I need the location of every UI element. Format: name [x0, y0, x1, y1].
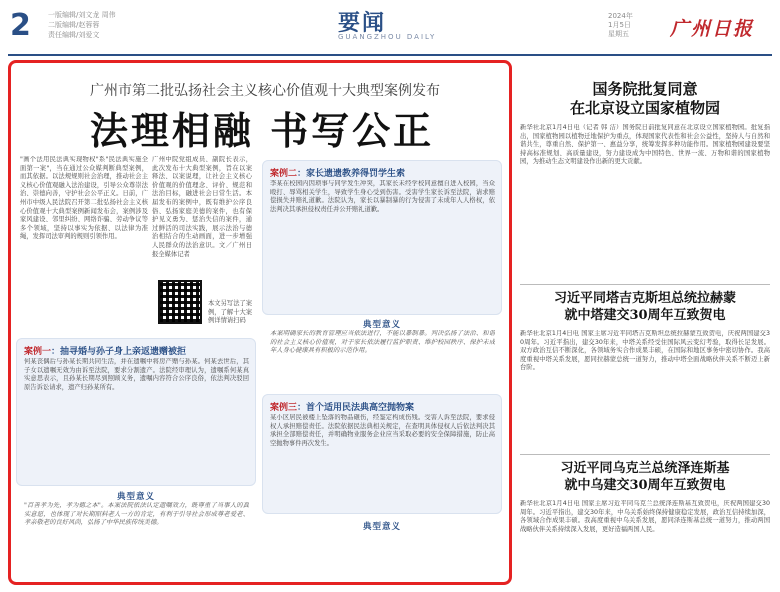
case2-commentary-tag: 典型意义 — [362, 320, 401, 330]
case1-commentary: "百善孝为先，孝为德之本"。本案法院依法认定遗嘱效力，既尊重了当事人的真实意愿，也体现了对长期照料老人一方的肯定，有利于引导社会形成尊老爱老、孝亲敬老的良好风尚，弘扬了中华民族传统美德。 — [24, 502, 249, 527]
edition-line: 1月5日 — [608, 21, 631, 29]
edition-info — [608, 12, 668, 39]
page-number: 2 — [10, 8, 31, 43]
edition-line: 星期五 — [608, 30, 629, 38]
editor-line: 责任编辑/刘爱文 — [48, 31, 100, 39]
case1-commentary-tag: 典型意义 — [116, 492, 155, 502]
masthead-rule — [8, 54, 772, 56]
newspaper-logo: 广州日报 — [670, 18, 755, 40]
qr-caption: 本文另写法了案例，了解十大案例详情请扫码 — [208, 300, 253, 325]
story3-text: 新华社北京1月4日电 国家主席习近平同乌克兰总统泽连斯基互致贺电，庆祝两国建交30周年。习近平指出，建交30年来，中乌关系始终保持健康稳定发展，政治互信持续加深，各领域合作成果丰硕。我高度重视中乌关系发展，愿同泽连斯基总统一道努力，推动两国战略伙伴关系持续深入发展，更好造福两国人民。 — [520, 500, 770, 533]
case3-title-text: ：首个适用民法典高空抛物案 — [297, 403, 415, 413]
case2-commentary: 本案明确家长的教育管理应当依法进行，不能以暴制暴。判决弘扬了法治、和谐的社会主义核心价值观，对于家长依法履行监护职责、维护校园秩序、保护未成年人身心健康具有积极的示范作用。 — [270, 330, 495, 355]
story3-headline-line: 习近平同乌克兰总统泽连斯基 — [560, 461, 730, 476]
story2-headline — [520, 290, 770, 324]
feature-headline: 法理相融 书写公正 — [89, 108, 435, 153]
divider — [520, 284, 770, 285]
editor-credits — [48, 10, 118, 40]
story2-headline-line: 就中塔建交30周年互致贺电 — [564, 308, 726, 323]
story1-headline — [520, 80, 770, 118]
case1-title-text: ：抽寻婚与孙子身上亲返遗赠被拒 — [51, 347, 187, 357]
case3-text: 某小区居民被楼上坠落的物品砸伤，经鉴定构成伤残。受害人诉至法院，要求侵权人承担赔偿责任。法院依据民法典相关规定，在查明具体侵权人后依法判决其承担全部赔偿责任，并明确物业服务企业应当采取必要的安全保障措施，防止高空抛物事件再次发生。 — [270, 414, 495, 447]
story3-headline — [520, 460, 770, 494]
case2-title-text: ：家长遗遗教养得罚学生索 — [297, 169, 406, 179]
case1-prefix: 案例一 — [24, 347, 52, 357]
section-title-en: GUANGZHOU DAILY — [338, 33, 437, 41]
case1-text: 何某丧偶后与孙某长期共同生活，并在遗嘱中将房产赠与孙某。何某去世后，其子女以遗嘱无效为由诉至法院，要求分割遗产。法院经审理认为，遗嘱系何某真实意思表示，且孙某长期尽到照顾义务，遗嘱内容符合公序良俗，依法判决驳回原告诉讼请求，遗产归孙某所有。 — [24, 358, 249, 391]
feature-kicker: 广州市第二批弘扬社会主义核心价值观十大典型案例发布 — [90, 83, 440, 99]
story1-headline-line: 国务院批复同意 — [592, 80, 698, 98]
case3-prefix: 案例三 — [270, 403, 298, 413]
case2-prefix: 案例二 — [270, 169, 298, 179]
highlight-frame — [8, 60, 512, 585]
story2-headline-line: 习近平同塔吉克斯坦总统拉赫蒙 — [553, 291, 736, 306]
story3-headline-line: 就中乌建交30周年互致贺电 — [564, 478, 726, 493]
feature-intro-right: 广州中院党组成员、副院长表示，此次发布十大典型案例，旨在以案释法、以案说理，让社会主义核心价值观的价值理念、评价、规范和法治目标，融进社会日常生活。本届发布的案例中，既有维护公序良俗、弘扬家庭美德的案件，也有保护见义勇为、惩治失信的案件，通过鲜活的司法实践，展示法治与德治相结合的生动画面，进一步增强人民群众的法治意识。文／广州日报全媒体记者 — [152, 156, 252, 258]
editor-line: 一版编辑/刘文龙 周伟 — [48, 11, 116, 19]
case3-commentary-tag: 典型意义 — [362, 522, 401, 532]
edition-line: 2024年 — [608, 12, 633, 20]
editor-line: 二版编辑/赵蓉蓉 — [48, 21, 100, 29]
feature-intro-left: "画个法用民法典实现物权"系"民法典实施全面第一案"，当在通过公众媒判断典型案例，而其依据。以法规规则社会治理，推动社会主义核心价值观融入法治建设，引导公众尊崇法治、崇德向善，守护社会公平正义。日前，广州市中级人民法院召开第二批弘扬社会主义核心价值观十大典型案例新闻发布会，案例涉及家风建设、邻里纠纷、网络诈骗、劳动争议等多个领域，坚持以事实为依据、以法律为准绳，发挥司法审判的规则引领作用。 — [20, 156, 148, 241]
section-title: 要闻 — [338, 10, 387, 36]
story1-text: 新华社北京1月4日电（记者 韩 洁）国务院日前批复同意在北京设立国家植物园。批复指出，国家植物园以植物迁地保护为重点，体现国家代表性和社会公益性，坚持人与自然和谐共生，尊重自然、保护第一、惠益分享，统筹发挥多种功能作用。国家植物园建设要坚持高标准规划、高质量建设，努力建设成为中国特色、世界一流、万物和谐的国家植物园，为推动生态文明建设作出新的更大贡献。 — [520, 124, 770, 166]
story1-headline-line: 在北京设立国家植物园 — [569, 99, 720, 117]
case2-text: 李某在校园内因琐事与同学发生冲突，其家长未经学校同意擅自进入校园，当众殴打、辱骂相关学生，导致学生身心受到伤害。受害学生家长诉至法院，请求赔偿损失并赔礼道歉。法院认为，家长以暴制暴的行为侵害了未成年人人格权，依法判决其承担侵权责任并公开赔礼道歉。 — [270, 180, 495, 213]
story2-text: 新华社北京1月4日电 国家主席习近平同塔吉克斯坦总统拉赫蒙互致贺电，庆祝两国建交30周年。习近平指出，建交30年来，中塔关系经受住国际风云变幻考验，取得长足发展。双方政治互信不断深化，各领域务实合作成果丰硕，在国际和地区事务中密切协作。我高度重视中塔关系发展，愿同拉赫蒙总统一道努力，推动中塔全面战略伙伴关系不断迈上新台阶。 — [520, 330, 770, 372]
divider — [520, 454, 770, 455]
